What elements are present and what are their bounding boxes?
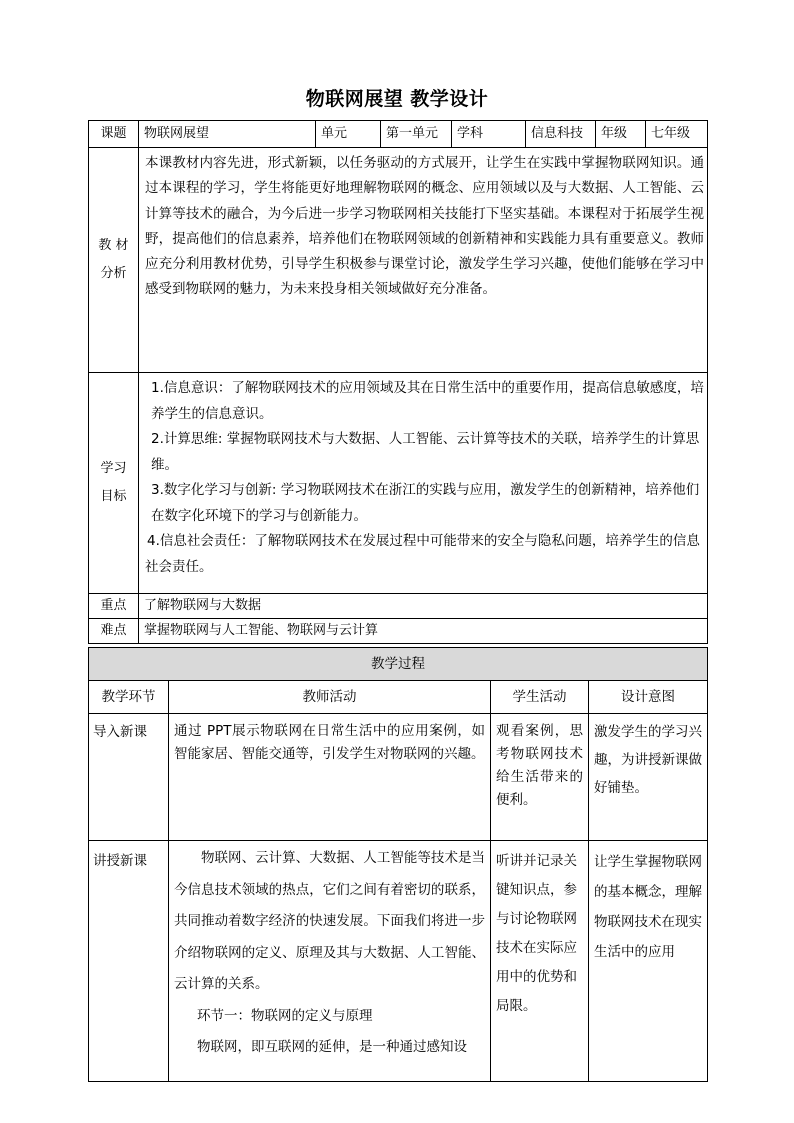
- goals-label-line2: 目标: [100, 489, 127, 504]
- document-title: 物联网展望 教学设计: [305, 88, 489, 110]
- analysis-label-line2: 分析: [100, 266, 127, 281]
- teacher-activity-text: 环节一：物联网的定义与原理: [197, 1007, 373, 1024]
- key-point-text: 了解物联网与大数据: [139, 594, 708, 619]
- table-row: [89, 841, 708, 1082]
- design-intent-text: 激发学生的学习兴趣，为讲授新课做好铺垫。: [594, 724, 702, 796]
- analysis-text: [139, 148, 708, 373]
- design-intent-cell: [589, 841, 708, 1082]
- grade-label: 年级: [596, 121, 646, 148]
- goal-item: 4.信息社会责任：了解物联网技术在发展过程中可能带来的安全与隐私问题，培养学生的信息社会责任。: [145, 533, 700, 575]
- process-column-headers: [89, 681, 708, 714]
- grade-value: 七年级: [646, 121, 708, 148]
- table-row: [89, 714, 708, 841]
- column-header: 教学环节: [89, 681, 169, 714]
- goals-row: [89, 373, 708, 594]
- column-header: 学生活动: [491, 681, 589, 714]
- design-intent-text: 让学生掌握物联网的基本概念，理解物联网技术在现实生活中的应用: [594, 854, 702, 960]
- goals-list: [139, 373, 708, 594]
- student-activity-cell: [491, 841, 589, 1082]
- subject-value: 信息科技: [526, 121, 596, 148]
- stage-text: 讲授新课: [93, 853, 147, 869]
- design-intent-cell: [589, 714, 708, 841]
- goals-label-line1: 学习: [100, 461, 127, 476]
- process-title: 教学过程: [89, 648, 708, 681]
- subject-label: 学科: [452, 121, 526, 148]
- header-row: [89, 121, 708, 148]
- topic-value: 物联网展望: [139, 121, 316, 148]
- difficulty-label: 难点: [89, 619, 139, 644]
- column-header: 设计意图: [589, 681, 708, 714]
- unit-label: 单元: [316, 121, 381, 148]
- analysis-row: [89, 148, 708, 373]
- unit-value: 第一单元: [381, 121, 452, 148]
- teacher-activity-text: 通过 PPT展示物联网在日常生活中的应用案例，如智能家居、智能交通等，引发学生对物联网的兴趣。: [174, 723, 485, 762]
- analysis-paragraph: 本课教材内容先进，形式新颖，以任务驱动的方式展开，让学生在实践中掌握物联网知识。通过本课程的学习，学生将能更好地理解物联网的概念、应用领域以及与大数据、人工智能、云计算等技术的融合，为今后进一步学习物联网相关技能打下坚实基础。本课程对于拓展学生视野，提高他们的信息素养，培养他们在物联网领域的创新精神和实践能力具有重要意义。教师应充分利用教材优势，引导学生积极参与课堂讨论，激发学生学习兴趣，使他们能够在学习中感受到物联网的魅力，为未来投身相关领域做好充分准备。: [145, 155, 704, 298]
- topic-label: 课题: [89, 121, 139, 148]
- difficulty-row: [89, 619, 708, 644]
- stage-cell: [89, 841, 169, 1082]
- analysis-label-line1: 教 材: [98, 238, 129, 253]
- teacher-activity-text: 物联网、云计算、大数据、人工智能等技术是当今信息技术领域的热点，它们之间有着密切的联系，共同推动着数字经济的快速发展。下面我们将进一步介绍物联网的定义、原理及其与大数据、人工智能、云计算的关系。: [174, 850, 485, 992]
- student-activity-text: 听讲并记录关键知识点，参与讨论物联网技术在实际应用中的优势和局限。: [496, 853, 577, 1014]
- analysis-label: [89, 148, 139, 373]
- goals-label: [89, 373, 139, 594]
- teacher-activity-cell: [169, 841, 491, 1082]
- goal-item: 1.信息意识：了解物联网技术的应用领域及其在日常生活中的重要作用，提高信息敏感度，培养学生的信息意识。: [151, 380, 704, 422]
- goal-item: 2.计算思维: 掌握物联网技术与大数据、人工智能、云计算等技术的关联，培养学生的计算思维。: [151, 431, 700, 473]
- teaching-process-table: [88, 647, 708, 1082]
- goal-item: 3.数字化学习与创新: 学习物联网技术在浙江的实践与应用，激发学生的创新精神，培养他们在数字化环境下的学习与创新能力。: [151, 482, 700, 524]
- teacher-activity-text: 物联网，即互联网的延伸，是一种通过感知设: [197, 1039, 467, 1055]
- student-activity-cell: [491, 714, 589, 841]
- difficulty-text: 掌握物联网与人工智能、物联网与云计算: [139, 619, 708, 644]
- stage-text: 导入新课: [93, 724, 147, 740]
- stage-cell: [89, 714, 169, 841]
- lesson-info-table: [88, 120, 708, 644]
- key-point-row: [89, 594, 708, 619]
- column-header: 教师活动: [169, 681, 491, 714]
- key-point-label: 重点: [89, 594, 139, 619]
- teacher-activity-cell: [169, 714, 491, 841]
- student-activity-text: 观看案例，思考物联网技术给生活带来的便利。: [496, 723, 583, 808]
